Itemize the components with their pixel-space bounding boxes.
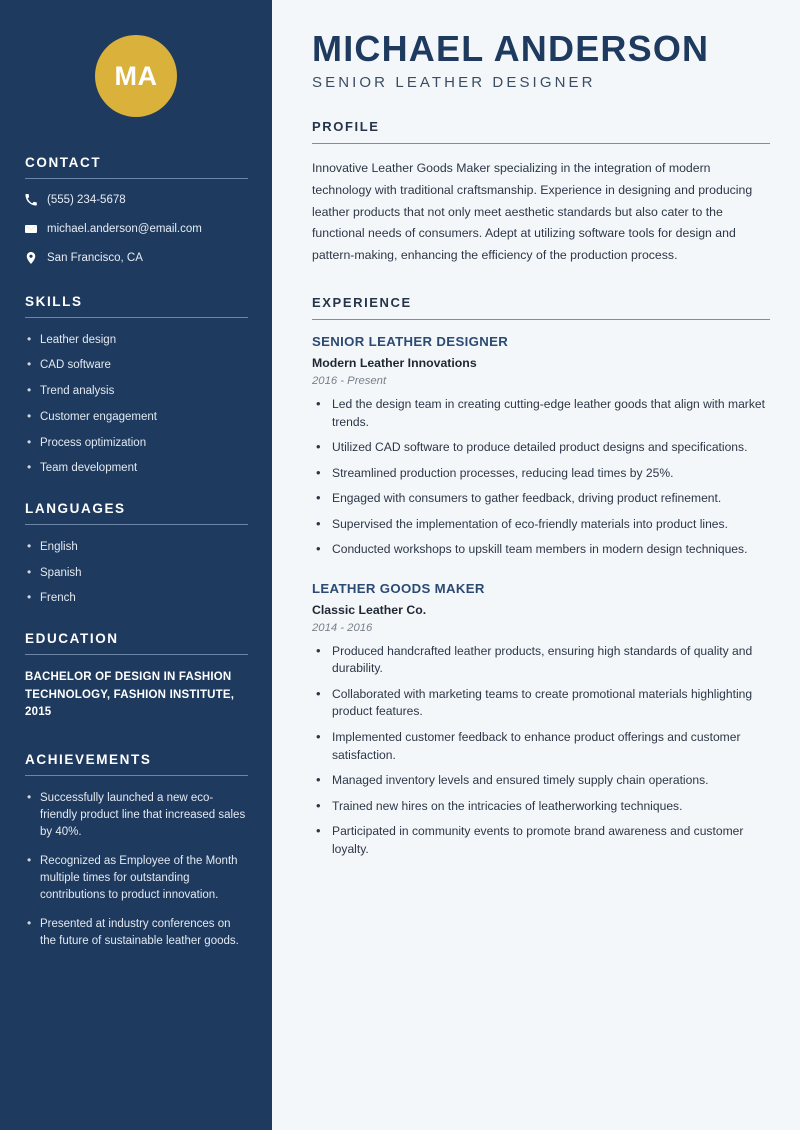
list-item: • French [25, 590, 248, 607]
list-item: • Spanish [25, 565, 248, 582]
experience-dates: 2016 - Present [312, 375, 387, 388]
list-item: • Engaged with consumers to gather feedback, driving product refinement. [312, 490, 770, 508]
profile-section [312, 119, 770, 267]
contact-location-value: San Francisco, CA [47, 251, 143, 264]
list-item: • Process optimization [25, 435, 248, 452]
main-content [272, 0, 800, 1130]
experience-section [312, 295, 770, 858]
list-item: • Leather design [25, 332, 248, 349]
skills-divider [25, 317, 248, 318]
list-item: • Customer engagement [25, 409, 248, 426]
profile-text: Innovative Leather Goods Maker specializing in the integration of modern technology with traditional craftsmanship. Experience in designing and producing leather products that not only meet aesthetic standards but also cater to the functional needs of consumers. Adept at utilizing software tools for design and pattern-making, enhancing the efficiency of the production process. [312, 160, 753, 263]
list-item: • Participated in community events to promote brand awareness and customer loyalty. [312, 823, 770, 858]
envelope-icon [25, 222, 47, 235]
list-item: • Produced handcrafted leather products, ensuring high standards of quality and durability. [312, 643, 770, 678]
skills-list [25, 332, 248, 477]
contact-item-location[interactable] [25, 251, 248, 266]
experience-divider [312, 319, 770, 320]
contact-list [25, 193, 248, 266]
list-item: • Recognized as Employee of the Month multiple times for outstanding contributions to product innovation. [25, 853, 248, 903]
education-divider [25, 654, 248, 655]
experience-bullets [312, 396, 770, 559]
list-item: • Trained new hires on the intricacies of leatherworking techniques. [312, 798, 770, 816]
skills-heading: SKILLS [25, 293, 83, 309]
list-item: • Supervised the implementation of eco-friendly materials into product lines. [312, 516, 770, 534]
list-item: • Managed inventory levels and ensured timely supply chain operations. [312, 772, 770, 790]
languages-divider [25, 524, 248, 525]
list-item: • Presented at industry conferences on the future of sustainable leather goods. [25, 916, 248, 949]
experience-heading: EXPERIENCE [312, 295, 412, 311]
experience-company: Classic Leather Co. [312, 602, 427, 617]
contact-email-value: michael.anderson@email.com [47, 222, 202, 235]
languages-heading: LANGUAGES [25, 500, 126, 516]
contact-divider [25, 178, 248, 179]
list-item: • Led the design team in creating cutting-edge leather goods that align with market trends. [312, 396, 770, 431]
experience-role: SENIOR LEATHER DESIGNER [312, 334, 509, 350]
list-item: • Streamlined production processes, reducing lead times by 25%. [312, 465, 770, 483]
achievements-list [25, 790, 248, 949]
list-item: • Trend analysis [25, 383, 248, 400]
languages-list [25, 539, 248, 607]
education-section [0, 631, 272, 722]
experience-bullets [312, 643, 770, 858]
profile-heading: PROFILE [312, 118, 380, 134]
achievements-heading: ACHIEVEMENTS [25, 752, 152, 768]
list-item: • Collaborated with marketing teams to create promotional materials highlighting product features. [312, 686, 770, 721]
list-item: • CAD software [25, 357, 248, 374]
list-item: • Successfully launched a new eco-friendly product line that increased sales by 40%. [25, 790, 248, 840]
avatar: MA [95, 35, 177, 117]
experience-entry [312, 334, 770, 559]
list-item: • Team development [25, 460, 248, 477]
languages-section [0, 501, 272, 607]
phone-icon [25, 193, 47, 206]
achievements-divider [25, 775, 248, 776]
contact-phone-value: (555) 234-5678 [47, 194, 126, 206]
experience-company: Modern Leather Innovations [312, 356, 477, 371]
contact-heading: CONTACT [25, 155, 102, 170]
achievements-section [0, 752, 272, 949]
avatar-container [0, 0, 272, 155]
sidebar [0, 0, 272, 1130]
contact-item-phone[interactable] [25, 193, 248, 208]
education-heading: EDUCATION [25, 630, 119, 646]
education-entry: BACHELOR OF DESIGN IN FASHION TECHNOLOGY, FASHION INSTITUTE, 2015 [25, 670, 235, 719]
contact-section [0, 155, 272, 266]
experience-role: LEATHER GOODS MAKER [312, 580, 485, 596]
list-item: • Implemented customer feedback to enhance product offerings and customer satisfaction. [312, 729, 770, 764]
skills-section [0, 294, 272, 477]
job-title-subtitle: SENIOR LEATHER DESIGNER [312, 73, 596, 91]
profile-divider [312, 143, 770, 144]
list-item: • English [25, 539, 248, 556]
location-pin-icon [25, 251, 47, 264]
list-item: • Conducted workshops to upskill team members in modern design techniques. [312, 541, 770, 559]
list-item: • Utilized CAD software to produce detailed product designs and specifications. [312, 439, 770, 457]
experience-dates: 2014 - 2016 [312, 621, 373, 634]
experience-entry [312, 581, 770, 858]
contact-item-email[interactable] [25, 222, 248, 237]
page-title: MICHAEL ANDERSON [312, 28, 710, 69]
